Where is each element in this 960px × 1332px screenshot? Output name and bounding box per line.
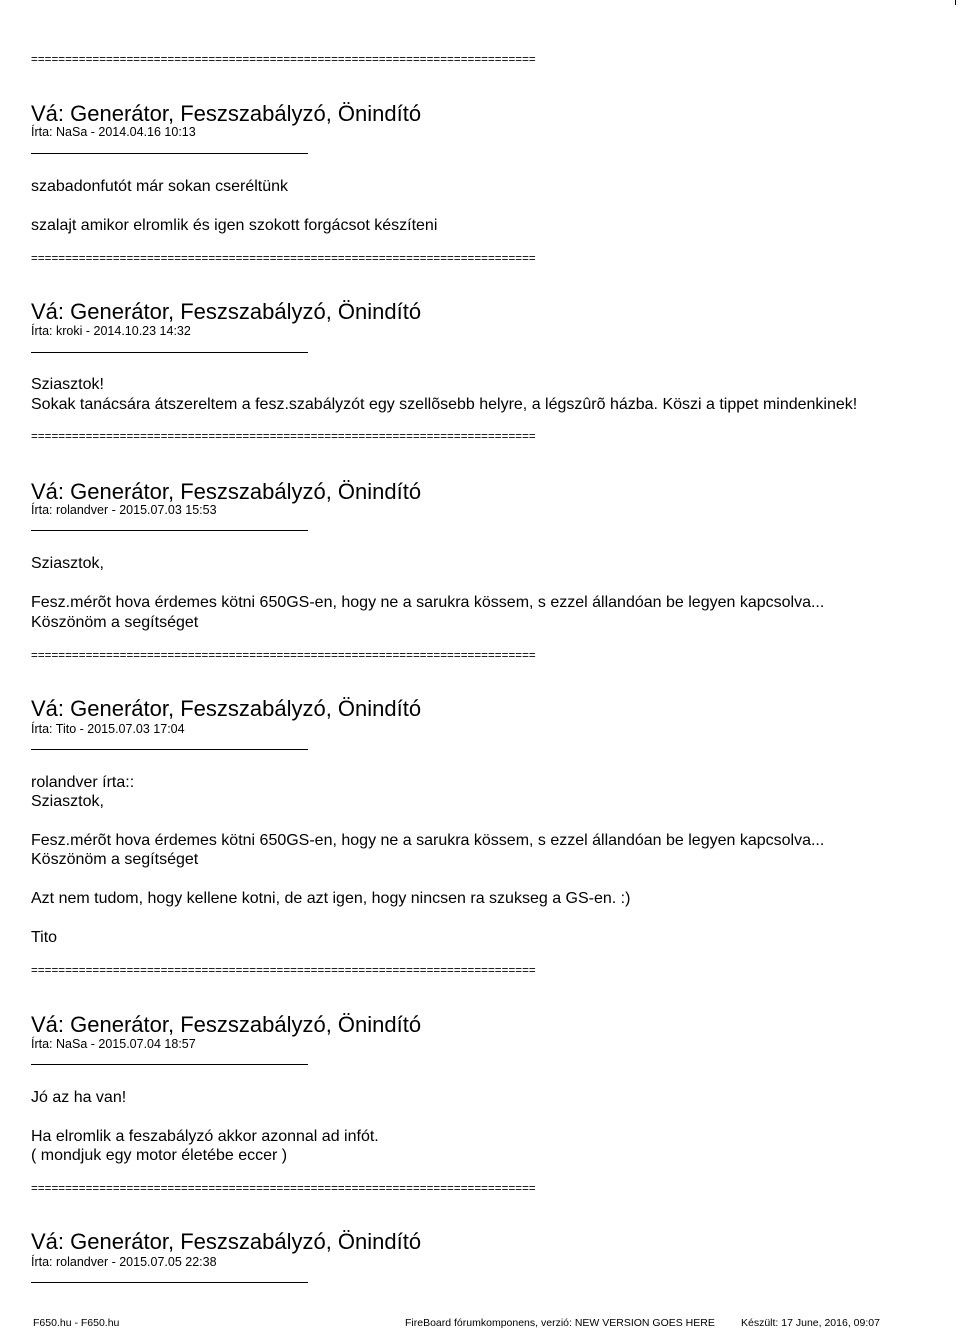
footer-component: FireBoard fórumkomponens, verzió: NEW VERSION GOES HERE bbox=[405, 1317, 715, 1329]
post-line: Fesz.mérõt hova érdemes kötni 650GS-en, hogy ne a sarukra kössem, s ezzel állandóan be legyen kapcsolva... bbox=[31, 832, 825, 849]
post-meta: Írta: Tito - 2015.07.03 17:04 bbox=[31, 722, 185, 736]
post-line: Köszönöm a segítséget bbox=[31, 614, 199, 631]
post-meta: Írta: rolandver - 2015.07.05 22:38 bbox=[31, 1255, 217, 1269]
post-line: Fesz.mérõt hova érdemes kötni 650GS-en, hogy ne a sarukra kössem, s ezzel állandóan be legyen kapcsolva... bbox=[31, 594, 825, 611]
post-title: Vá: Generátor, Feszszabályzó, Önindító bbox=[31, 299, 422, 324]
top-edge-mark bbox=[955, 0, 956, 5]
post-line: rolandver írta:: bbox=[31, 774, 135, 791]
post-divider bbox=[31, 749, 308, 750]
post-line: Sziasztok! bbox=[31, 376, 104, 393]
post-separator: ========================================================================== bbox=[31, 252, 536, 265]
post-line: Sokak tanácsára átszereltem a fesz.szabályzót egy szellõsebb helyre, a légszûrõ házba. Köszi a tippet mindenkinek! bbox=[31, 396, 858, 413]
post-separator: ========================================================================== bbox=[31, 964, 536, 977]
post-line: Jó az ha van! bbox=[31, 1089, 127, 1106]
post-line: Sziasztok, bbox=[31, 793, 104, 810]
post-line: szabadonfutót már sokan cseréltünk bbox=[31, 178, 289, 195]
post-divider bbox=[31, 153, 308, 154]
post-meta: Írta: NaSa - 2014.04.16 10:13 bbox=[31, 125, 196, 139]
post-separator: ========================================================================== bbox=[31, 649, 536, 662]
post-title: Vá: Generátor, Feszszabályzó, Önindító bbox=[31, 101, 422, 126]
post-line: szalajt amikor elromlik és igen szokott forgácsot készíteni bbox=[31, 217, 438, 234]
post-title: Vá: Generátor, Feszszabályzó, Önindító bbox=[31, 479, 422, 504]
post-line: Sziasztok, bbox=[31, 555, 104, 572]
post-separator: ========================================================================== bbox=[31, 53, 536, 66]
post-separator: ========================================================================== bbox=[31, 1182, 536, 1195]
post-line: ( mondjuk egy motor életébe eccer ) bbox=[31, 1147, 288, 1164]
post-title: Vá: Generátor, Feszszabályzó, Önindító bbox=[31, 1229, 422, 1254]
post-divider bbox=[31, 1064, 308, 1065]
footer-generated: Készült: 17 June, 2016, 09:07 bbox=[741, 1317, 880, 1329]
post-separator: ========================================================================== bbox=[31, 430, 536, 443]
post-divider bbox=[31, 530, 308, 531]
post-divider bbox=[31, 1282, 308, 1283]
post-meta: Írta: NaSa - 2015.07.04 18:57 bbox=[31, 1037, 196, 1051]
post-meta: Írta: rolandver - 2015.07.03 15:53 bbox=[31, 503, 217, 517]
post-title: Vá: Generátor, Feszszabályzó, Önindító bbox=[31, 696, 422, 721]
post-line: Azt nem tudom, hogy kellene kotni, de azt igen, hogy nincsen ra szukseg a GS-en. :) bbox=[31, 890, 631, 907]
post-line: Ha elromlik a feszabályzó akkor azonnal ad infót. bbox=[31, 1128, 379, 1145]
post-divider bbox=[31, 352, 308, 353]
post-meta: Írta: kroki - 2014.10.23 14:32 bbox=[31, 324, 191, 338]
post-line: Tito bbox=[31, 929, 58, 946]
post-title: Vá: Generátor, Feszszabályzó, Önindító bbox=[31, 1012, 422, 1037]
footer-site: F650.hu - F650.hu bbox=[33, 1317, 120, 1329]
post-line: Köszönöm a segítséget bbox=[31, 851, 199, 868]
